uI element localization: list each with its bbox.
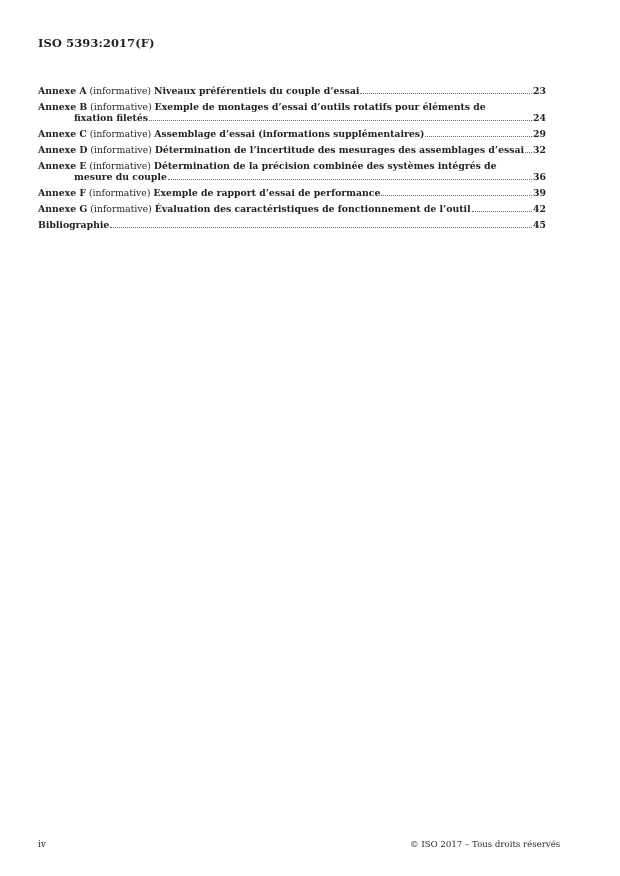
toc-entry-annex-f[interactable] — [38, 188, 546, 199]
dot-leader — [425, 135, 532, 137]
annex-title-continued: mesure du couple — [74, 172, 167, 183]
page-number: 32 — [533, 145, 546, 156]
annex-type: (informative) — [89, 129, 152, 140]
annex-type: (informative) — [88, 188, 151, 199]
annex-title: Détermination de l’incertitude des mesurages des assemblages d’essai — [154, 145, 525, 156]
annex-title: Détermination de la précision combinée des systèmes intégrés de — [153, 161, 497, 172]
annex-title: Assemblage d’essai (informations supplémentaires) — [154, 129, 425, 140]
toc-entry-annex-e[interactable] — [38, 161, 546, 183]
footer-page-number: iv — [38, 840, 46, 850]
annex-label: Annexe G — [38, 204, 88, 215]
annex-title: Niveaux préférentiels du couple d’essai — [154, 86, 360, 97]
page-number: 36 — [533, 172, 546, 183]
dot-leader — [149, 119, 532, 121]
document-id: ISO 5393:2017(F) — [38, 36, 155, 50]
dot-leader — [168, 178, 532, 180]
dot-leader — [525, 151, 532, 153]
annex-title: Exemple de montages d’essai d’outils rotatifs pour éléments de — [154, 102, 486, 113]
annex-label: Annexe A — [38, 86, 87, 97]
annex-type: (informative) — [89, 161, 151, 172]
annex-title-continued: fixation filetés — [74, 113, 148, 124]
page-number: 39 — [533, 188, 546, 199]
annex-label: Annexe C — [38, 129, 87, 140]
page-number: 29 — [533, 129, 546, 140]
annex-type: (informative) — [89, 86, 152, 97]
page-number: 45 — [533, 220, 546, 231]
toc-entry-annex-a[interactable] — [38, 86, 546, 97]
annex-type: (informative) — [90, 145, 152, 156]
annex-label: Annexe E — [38, 161, 87, 172]
dot-leader — [110, 226, 532, 228]
toc-entry-bibliography[interactable] — [38, 220, 546, 231]
annex-title: Évaluation des caractéristiques de fonctionnement de l’outil — [154, 204, 471, 215]
page-number: 42 — [533, 204, 546, 215]
annex-label: Annexe B — [38, 102, 88, 113]
table-of-contents — [38, 86, 546, 236]
toc-entry-annex-c[interactable] — [38, 129, 546, 140]
toc-entry-annex-b[interactable] — [38, 102, 546, 124]
toc-entry-annex-d[interactable] — [38, 145, 546, 156]
annex-type: (informative) — [90, 204, 152, 215]
dot-leader — [381, 194, 532, 196]
annex-label: Annexe F — [38, 188, 86, 199]
annex-label: Annexe D — [38, 145, 88, 156]
annex-title: Exemple de rapport d’essai de performance — [153, 188, 381, 199]
annex-type: (informative) — [90, 102, 152, 113]
dot-leader — [472, 210, 532, 212]
footer-copyright: © ISO 2017 – Tous droits réservés — [410, 840, 561, 850]
page-number: 23 — [533, 86, 546, 97]
toc-entry-annex-g[interactable] — [38, 204, 546, 215]
page-number: 24 — [533, 113, 546, 124]
bibliography-label: Bibliographie — [38, 220, 110, 231]
dot-leader — [360, 92, 532, 94]
